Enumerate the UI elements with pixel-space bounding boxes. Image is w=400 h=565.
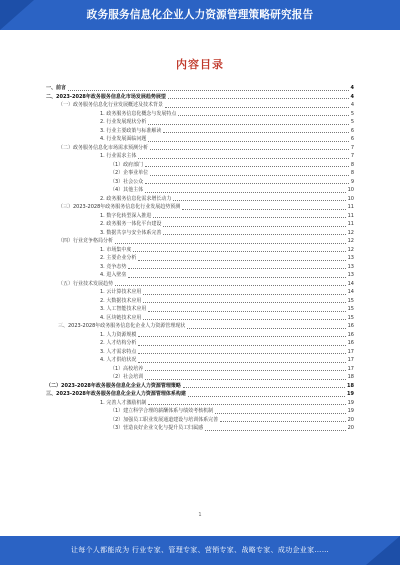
toc-leader-dots	[115, 284, 346, 286]
toc-entry[interactable]	[46, 399, 354, 408]
toc-entry-page: 20	[347, 416, 354, 423]
toc-entry[interactable]	[46, 322, 354, 331]
toc-entry[interactable]	[46, 212, 354, 221]
toc-entry-text: 4. 行业发展面临问题	[100, 136, 147, 142]
toc-entry[interactable]	[46, 144, 354, 153]
toc-entry-text: （1）建立科学合理的薪酬体系与绩效考核机制	[110, 408, 214, 414]
toc-leader-dots	[143, 318, 345, 320]
toc-leader-dots	[188, 395, 345, 397]
toc-entry-page: 11	[347, 212, 354, 219]
toc-entry-page: 12	[347, 246, 354, 253]
toc-entry-text: 3. 人才需求特点	[100, 348, 137, 355]
toc-entry-page: 6	[350, 127, 354, 134]
toc-entry[interactable]	[46, 297, 354, 306]
toc-entry-page: 11	[347, 204, 354, 210]
toc-leader-dots	[165, 106, 349, 108]
toc-leader-dots	[128, 276, 345, 278]
toc-entry[interactable]	[46, 331, 354, 340]
toc-entry-page: 19	[347, 399, 354, 406]
toc-entry-page: 13	[347, 263, 354, 270]
toc-entry[interactable]	[46, 271, 354, 280]
toc-entry-page: 16	[347, 331, 354, 338]
toc-entry-text: 4. 人才供给状况	[100, 357, 137, 363]
toc-leader-dots	[68, 89, 349, 91]
toc-entry-page: 7	[350, 153, 354, 159]
toc-entry[interactable]	[46, 416, 354, 425]
toc-entry-text: 一、前言	[46, 85, 67, 91]
toc-entry-page: 10	[347, 195, 354, 202]
toc-entry[interactable]	[46, 229, 354, 238]
toc-entry-page: 7	[350, 144, 354, 151]
toc-leader-dots	[182, 208, 345, 210]
toc-entry-page: 18	[347, 374, 354, 380]
toc-entry-page: 11	[347, 221, 354, 227]
toc-entry-text: 2. 主要企业分析	[100, 255, 137, 261]
toc-entry-page: 14	[347, 280, 354, 287]
toc-entry-page: 15	[347, 306, 354, 312]
toc-entry-text: 2. 大数据技术应用	[100, 297, 142, 304]
toc-leader-dots	[150, 174, 349, 176]
toc-entry-page: 15	[347, 297, 354, 304]
toc-entry-page: 8	[350, 161, 354, 168]
toc-entry[interactable]	[46, 127, 354, 136]
toc-entry-text: 1. 市场集中度	[100, 246, 132, 253]
toc-entry-page: 17	[347, 348, 354, 355]
toc-leader-dots	[143, 301, 345, 303]
toc-leader-dots	[148, 403, 345, 405]
toc-entry-page: 14	[347, 289, 354, 295]
toc-leader-dots	[138, 335, 345, 337]
toc-entry-page: 17	[347, 357, 354, 363]
toc-leader-dots	[178, 114, 348, 116]
toc-leader-dots	[138, 361, 345, 363]
toc-entry-page: 5	[350, 119, 354, 125]
toc-entry[interactable]	[46, 195, 354, 204]
toc-leader-dots	[143, 293, 345, 295]
toc-entry-page: 12	[347, 229, 354, 236]
toc-entry[interactable]	[46, 254, 354, 263]
toc-entry[interactable]	[46, 373, 354, 382]
toc-leader-dots	[145, 378, 345, 380]
toc-entry-text: 1. 数字化转型深入推进	[100, 212, 152, 219]
toc-leader-dots	[153, 216, 345, 218]
toc-entry-page: 6	[350, 136, 354, 142]
toc-entry-text: 3. 数据共享与安全体系完善	[100, 229, 162, 236]
toc-leader-dots	[220, 420, 345, 422]
footer-slogan: 让每个人都能成为 行业专家、管理专家、营销专家、战略专家、成功企业家……	[70, 546, 330, 554]
toc-leader-dots	[183, 386, 345, 388]
toc-entry-page: 16	[347, 340, 354, 346]
toc-entry[interactable]	[46, 203, 354, 212]
toc-leader-dots	[173, 199, 345, 201]
toc-entry-page: 4	[350, 85, 354, 91]
toc-entry[interactable]	[46, 169, 354, 178]
toc-entry-text: 4. 区块链技术应用	[100, 314, 142, 321]
toc-leader-dots	[187, 327, 345, 329]
toc-leader-dots	[215, 412, 345, 414]
toc-entry[interactable]	[46, 263, 354, 272]
toc-leader-dots	[133, 250, 345, 252]
toc-entry-text: 1. 政务服务信息化概念与发展特点	[100, 110, 177, 117]
table-of-contents	[46, 84, 354, 433]
toc-entry[interactable]	[46, 178, 354, 187]
toc-entry-text: 4. 进入壁垒	[100, 272, 127, 278]
toc-entry[interactable]	[46, 237, 354, 246]
toc-entry[interactable]	[46, 424, 354, 433]
footer-bar	[0, 536, 400, 565]
toc-entry-text: （3）营造良好企业文化与提升员工归属感	[110, 425, 204, 431]
toc-entry-text: 二、2023-2028年政务服务信息化市场发展趋势展望	[46, 93, 166, 100]
toc-entry-text: （2）社会培训	[110, 374, 144, 380]
toc-entry[interactable]	[46, 161, 354, 170]
toc-entry-page: 19	[347, 408, 354, 414]
toc-entry-text: （2）企事业单位	[110, 170, 149, 176]
toc-entry-text: 3. 人工智能技术应用	[100, 306, 147, 312]
toc-entry-page: 18	[347, 382, 354, 389]
toc-entry-text: 1. 人力资源规模	[100, 331, 137, 338]
toc-leader-dots	[150, 148, 349, 150]
toc-leader-dots	[138, 344, 345, 346]
toc-entry-page: 9	[350, 178, 354, 185]
toc-entry-page: 19	[347, 391, 354, 397]
toc-entry[interactable]	[46, 356, 354, 365]
toc-entry-text: （4）其他主体	[110, 187, 144, 193]
toc-entry[interactable]	[46, 246, 354, 255]
toc-entry-page: 4	[350, 93, 354, 100]
toc-leader-dots	[138, 259, 345, 261]
toc-entry-text: （五）行业技术发展趋势	[58, 280, 114, 287]
toc-entry-text: 1. 行业需求主体	[100, 153, 137, 159]
toc-entry-page: 13	[347, 272, 354, 278]
toc-leader-dots	[145, 182, 349, 184]
report-title: 政务服务信息化企业人力资源管理策略研究报告	[86, 9, 314, 21]
toc-entry-text: （2）加强员工职业发展通道建设与培训体系完善	[110, 416, 219, 423]
toc-entry[interactable]	[46, 348, 354, 357]
toc-entry[interactable]	[46, 186, 354, 195]
toc-entry[interactable]	[46, 280, 354, 289]
toc-leader-dots	[148, 310, 345, 312]
toc-entry-text: （1）高校培养	[110, 365, 144, 372]
toc-entry-text: 2. 行业发展现状分析	[100, 119, 147, 125]
toc-entry[interactable]	[46, 339, 354, 348]
toc-entry-text: （四）行业竞争格局分析	[58, 238, 114, 244]
toc-entry-page: 5	[350, 110, 354, 117]
toc-entry[interactable]	[46, 305, 354, 314]
toc-entry-page: 20	[347, 425, 354, 431]
toc-entry[interactable]	[46, 382, 354, 391]
toc-entry-text: （二）政务服务信息化市场需求预测分析	[58, 144, 149, 151]
toc-entry-text: （1）政府部门	[110, 161, 144, 168]
toc-entry-page: 15	[347, 314, 354, 321]
toc-leader-dots	[205, 429, 345, 431]
toc-entry[interactable]	[46, 314, 354, 323]
toc-entry[interactable]	[46, 84, 354, 93]
toc-entry-text: （二）2023-2028年政务服务信息化企业人力资源管理策略	[46, 382, 181, 389]
toc-entry-text: 三、2023-2028年政务服务信息化企业人力资源管理体系构建	[46, 391, 186, 397]
toc-entry-page: 13	[347, 255, 354, 261]
toc-entry-text: （一）政务服务信息化行业发展概述及技术背景	[58, 102, 164, 108]
toc-leader-dots	[128, 267, 345, 269]
toc-entry[interactable]	[46, 220, 354, 229]
toc-entry-page: 17	[347, 365, 354, 372]
header-bar	[0, 0, 400, 30]
toc-entry[interactable]	[46, 118, 354, 127]
toc-entry-text: 2. 政务服务信息化需求增长动力	[100, 195, 172, 202]
toc-entry-text: 3. 竞争态势	[100, 263, 127, 270]
toc-leader-dots	[168, 97, 349, 99]
toc-entry[interactable]	[46, 365, 354, 374]
toc-entry-page: 12	[347, 238, 354, 244]
toc-leader-dots	[148, 123, 348, 125]
toc-entry-page: 10	[347, 187, 354, 193]
toc-leader-dots	[115, 242, 346, 244]
toc-leader-dots	[145, 191, 345, 193]
toc-entry-page: 8	[350, 170, 354, 176]
toc-entry-text: （3）社会公众	[110, 178, 144, 185]
toc-leader-dots	[163, 225, 345, 227]
toc-entry[interactable]	[46, 93, 354, 102]
toc-entry-text: 2. 人才结构分析	[100, 340, 137, 346]
toc-entry-text: （三）2023-2028年政务服务信息化行业发展趋势预测	[58, 204, 181, 210]
toc-title: 内容目录	[176, 58, 224, 71]
toc-entry-text: 1. 云计算技术应用	[100, 289, 142, 295]
toc-entry[interactable]	[46, 110, 354, 119]
toc-entry-page: 16	[347, 323, 354, 329]
toc-leader-dots	[148, 140, 348, 142]
toc-leader-dots	[138, 157, 348, 159]
toc-leader-dots	[145, 369, 345, 371]
page-number: 1	[198, 512, 202, 518]
toc-entry[interactable]	[46, 407, 354, 416]
toc-entry-text: 1. 完善人才激励机制	[100, 399, 147, 406]
toc-entry-page: 4	[350, 102, 354, 108]
toc-entry-text: 三、2023-2028年政务服务信息化企业人力资源管理现状	[58, 323, 186, 329]
toc-leader-dots	[138, 352, 345, 354]
toc-entry[interactable]	[46, 135, 354, 144]
toc-leader-dots	[163, 233, 345, 235]
toc-entry-text: 2. 政务服务一体化平台建设	[100, 221, 162, 227]
toc-leader-dots	[145, 165, 349, 167]
toc-entry-text: 3. 行业主要政策与标准解读	[100, 127, 162, 134]
toc-entry[interactable]	[46, 101, 354, 110]
toc-entry[interactable]	[46, 152, 354, 161]
toc-entry[interactable]	[46, 390, 354, 399]
toc-leader-dots	[163, 131, 348, 133]
toc-entry[interactable]	[46, 288, 354, 297]
